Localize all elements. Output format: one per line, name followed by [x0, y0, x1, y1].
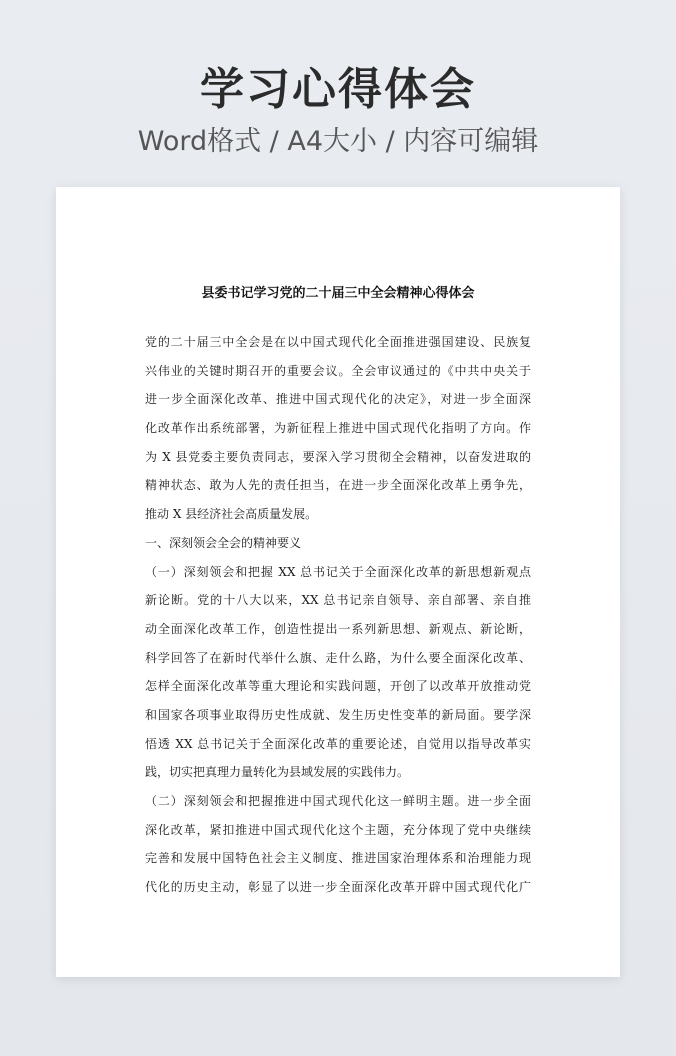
- document-line: 悟透 XX 总书记关于全面深化改革的重要论述，自觉用以指导改革实: [145, 736, 531, 751]
- banner-title: 学习心得体会: [200, 64, 476, 115]
- document-line: 深化改革，紧扣推进中国式现代化这个主题，充分体现了党中央继续: [145, 822, 531, 837]
- document-line: （二）深刻领会和把握推进中国式现代化这一鲜明主题。进一步全面: [145, 794, 531, 808]
- document-line: 精神状态、敢为人先的责任担当，在进一步全面深化改革上勇争先，: [145, 478, 531, 493]
- document-line: 怎样全面深化改革等重大理论和实践问题，开创了以改革开放推动党: [145, 679, 531, 694]
- document-line: 践，切实把真理力量转化为县域发展的实践伟力。: [145, 765, 410, 780]
- document-body: [145, 328, 531, 902]
- document-line: 动全面深化改革工作，创造性提出一系列新思想、新观点、新论断，: [145, 621, 531, 636]
- document-line: 兴伟业的关键时期召开的重要会议。全会审议通过的《中共中央关于: [145, 363, 531, 378]
- document-line: 科学回答了在新时代举什么旗、走什么路，为什么要全面深化改革、: [145, 650, 531, 665]
- document-line: （一）深刻领会和把握 XX 总书记关于全面深化改革的新思想新观点: [145, 564, 531, 579]
- document-line: 新论断。党的十八大以来，XX 总书记亲自领导、亲自部署、亲自推: [145, 593, 531, 608]
- document-line: 代化的历史主动，彰显了以进一步全面深化改革开辟中国式现代化广: [145, 880, 531, 895]
- preview-banner: [0, 60, 676, 160]
- document-line: 化改革作出系统部署，为新征程上推进中国式现代化指明了方向。作: [145, 421, 531, 436]
- document-line: 完善和发展中国特色社会主义制度、推进国家治理体系和治理能力现: [145, 851, 531, 866]
- document-page: [56, 187, 620, 977]
- document-line: 为 X 县党委主要负责同志，要深入学习贯彻全会精神，以奋发进取的: [145, 449, 531, 464]
- document-line: 和国家各项事业取得历史性成就、发生历史性变革的新局面。要学深: [145, 707, 531, 722]
- document-line: 党的二十届三中全会是在以中国式现代化全面推进强国建设、民族复: [145, 335, 531, 349]
- document-title: 县委书记学习党的二十届三中全会精神心得体会: [201, 286, 475, 301]
- document-line: 推动 X 县经济社会高质量发展。: [145, 507, 318, 522]
- document-line: 一、深刻领会全会的精神要义: [145, 535, 302, 550]
- document-line: 进一步全面深化改革、推进中国式现代化的决定》，对进一步全面深: [145, 392, 531, 407]
- banner-subtitle: Word格式 / A4大小 / 内容可编辑: [137, 126, 539, 157]
